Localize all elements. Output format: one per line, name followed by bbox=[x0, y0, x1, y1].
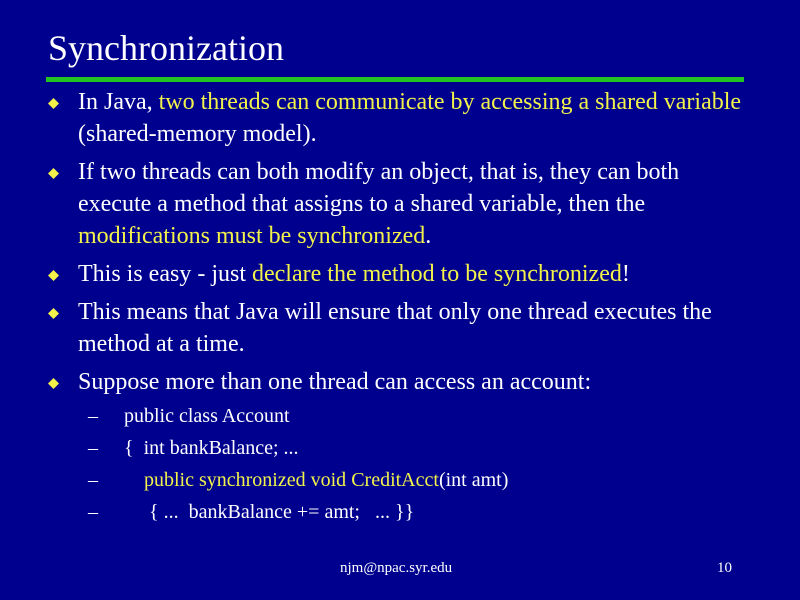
text-segment: (int amt) bbox=[438, 469, 509, 491]
diamond-bullet-icon bbox=[48, 308, 59, 319]
text-segment: Suppose more than one thread can access an account: bbox=[78, 369, 592, 395]
bullet-item bbox=[0, 86, 758, 150]
bullet-text bbox=[78, 299, 712, 357]
text-segment: (shared-memory model). bbox=[78, 121, 317, 147]
code-line bbox=[0, 496, 800, 528]
text-segment: This means that Java will ensure that only one thread executes the method at a time. bbox=[78, 299, 712, 357]
text-segment: { ... bankBalance += amt; ... }} bbox=[124, 501, 415, 523]
diamond-bullet-icon bbox=[48, 378, 59, 389]
text-segment: . bbox=[425, 223, 432, 249]
bullet-item bbox=[0, 296, 758, 360]
code-line bbox=[0, 464, 800, 496]
dash-bullet: – bbox=[88, 437, 98, 459]
dash-bullet: – bbox=[88, 501, 98, 523]
bullet-list bbox=[0, 86, 800, 404]
diamond-bullet-icon bbox=[48, 168, 59, 179]
bullet-item bbox=[0, 366, 758, 398]
slide-title: Synchronization bbox=[48, 28, 284, 68]
code-text bbox=[124, 432, 299, 464]
text-segment: This is easy - just bbox=[78, 261, 252, 287]
highlighted-text: public synchronized void bbox=[124, 469, 352, 491]
page-number: 10 bbox=[717, 560, 732, 576]
text-segment: ! bbox=[621, 261, 630, 287]
footer-email: njm@npac.syr.edu bbox=[340, 560, 453, 576]
bullet-text bbox=[78, 369, 591, 395]
highlighted-text: two threads can communicate by accessing a shared variable bbox=[158, 89, 742, 115]
code-line bbox=[0, 400, 800, 432]
highlighted-text: modifications must be synchronized bbox=[78, 223, 426, 249]
dash-bullet: – bbox=[88, 469, 98, 491]
bullet-item bbox=[0, 258, 758, 290]
diamond-bullet-icon bbox=[48, 98, 59, 109]
text-segment: public class Account bbox=[124, 405, 290, 427]
bullet-item bbox=[0, 156, 758, 252]
code-line bbox=[0, 432, 800, 464]
text-segment: In Java, bbox=[78, 89, 159, 115]
bullet-text bbox=[78, 261, 630, 287]
diamond-bullet-icon bbox=[48, 270, 59, 281]
title-divider bbox=[46, 77, 744, 82]
bullet-text bbox=[78, 89, 741, 147]
bullet-text bbox=[78, 159, 679, 249]
code-text bbox=[124, 464, 508, 496]
text-segment: If two threads can both modify an object, that is, they can both execute a method that assigns to a shared variable, then the bbox=[78, 159, 680, 217]
dash-bullet: – bbox=[88, 405, 98, 427]
highlighted-text: CreditAcct bbox=[351, 469, 439, 491]
code-text bbox=[124, 400, 290, 432]
code-text bbox=[124, 496, 414, 528]
text-segment: { int bankBalance; ... bbox=[124, 437, 299, 459]
highlighted-text: declare the method to be synchronized bbox=[252, 261, 622, 287]
code-example-list bbox=[0, 400, 800, 528]
